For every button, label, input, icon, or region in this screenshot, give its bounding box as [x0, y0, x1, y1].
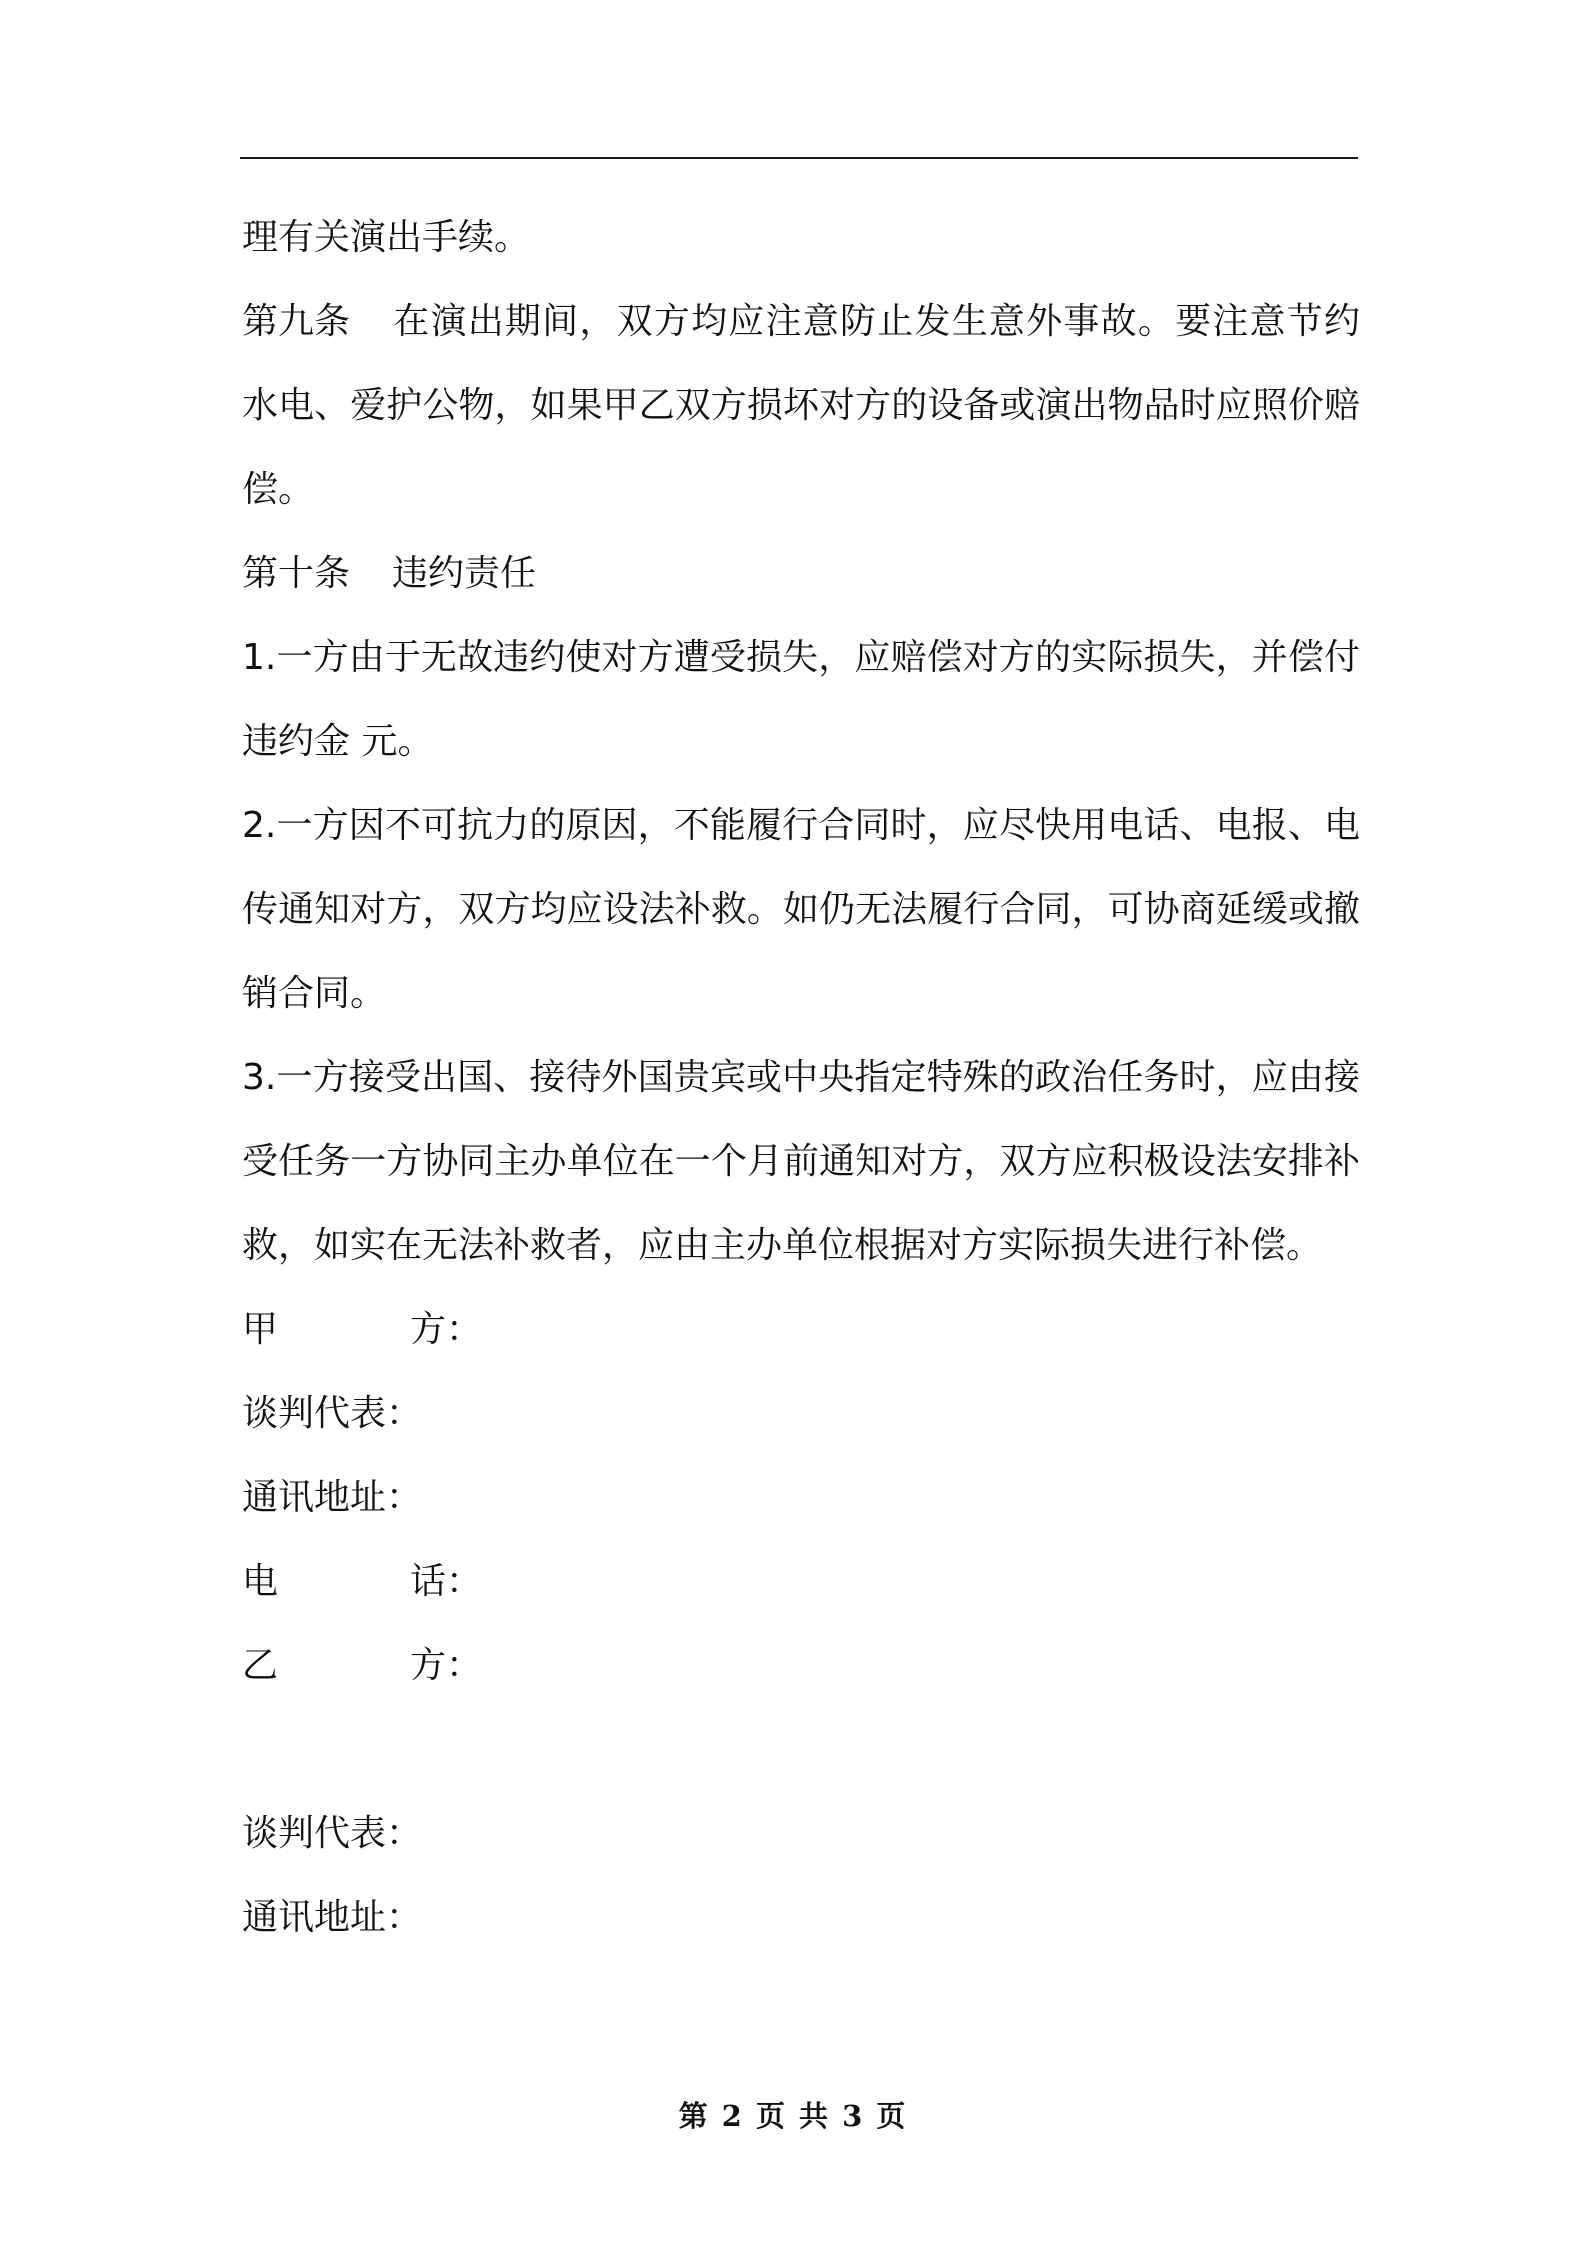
party-b-label-first: 乙	[242, 1645, 279, 1686]
page-indicator: 第 2 页 共 3 页	[678, 2099, 908, 2133]
signature-spacer	[242, 1708, 1360, 1792]
clause-3: 3.一方接受出国、接待外国贵宾或中央指定特殊的政治任务时，应由接受任务一方协同主办单位在一个月前通知对方，双方应积极设法安排补救，如实在无法补救者，应由主办单位根据对方实际损失进行补偿。	[242, 1057, 1360, 1266]
article-10-heading	[242, 532, 1360, 616]
document-body	[242, 196, 1360, 1960]
phone-row	[242, 1540, 1360, 1624]
phone-label-last: 话：	[410, 1561, 483, 1602]
article-9-label: 第九条	[242, 301, 351, 342]
party-b-label-last: 方：	[410, 1645, 483, 1686]
article-9-paragraph	[242, 280, 1360, 532]
phone-label-first: 电	[242, 1561, 279, 1602]
negotiator-a-row: 谈判代表：	[242, 1393, 423, 1434]
party-a-label-first: 甲	[242, 1309, 279, 1350]
negotiator-b-row: 谈判代表：	[242, 1813, 423, 1854]
clause-2: 2.一方因不可抗力的原因，不能履行合同时，应尽快用电话、电报、电传通知对方，双方均应设法补救。如仍无法履行合同，可协商延缓或撤销合同。	[242, 805, 1360, 1014]
clause-1: 1.一方由于无故违约使对方遭受损失，应赔偿对方的实际损失，并偿付违约金 元。	[242, 637, 1360, 762]
party-b-row	[242, 1624, 1360, 1708]
header-rule	[240, 157, 1358, 159]
continuation-paragraph: 理有关演出手续。	[242, 217, 531, 258]
article-10-label: 第十条	[242, 553, 351, 594]
address-b-row: 通讯地址：	[242, 1897, 423, 1938]
party-a-row	[242, 1288, 1360, 1372]
article-9-text: 在演出期间，双方均应注意防止发生意外事故。要注意节约水电、爱护公物，如果甲乙双方损坏对方的设备或演出物品时应照价赔偿。	[242, 301, 1360, 510]
article-10-title: 违约责任	[392, 553, 537, 594]
party-a-label-last: 方：	[410, 1309, 483, 1350]
address-a-row: 通讯地址：	[242, 1477, 423, 1518]
